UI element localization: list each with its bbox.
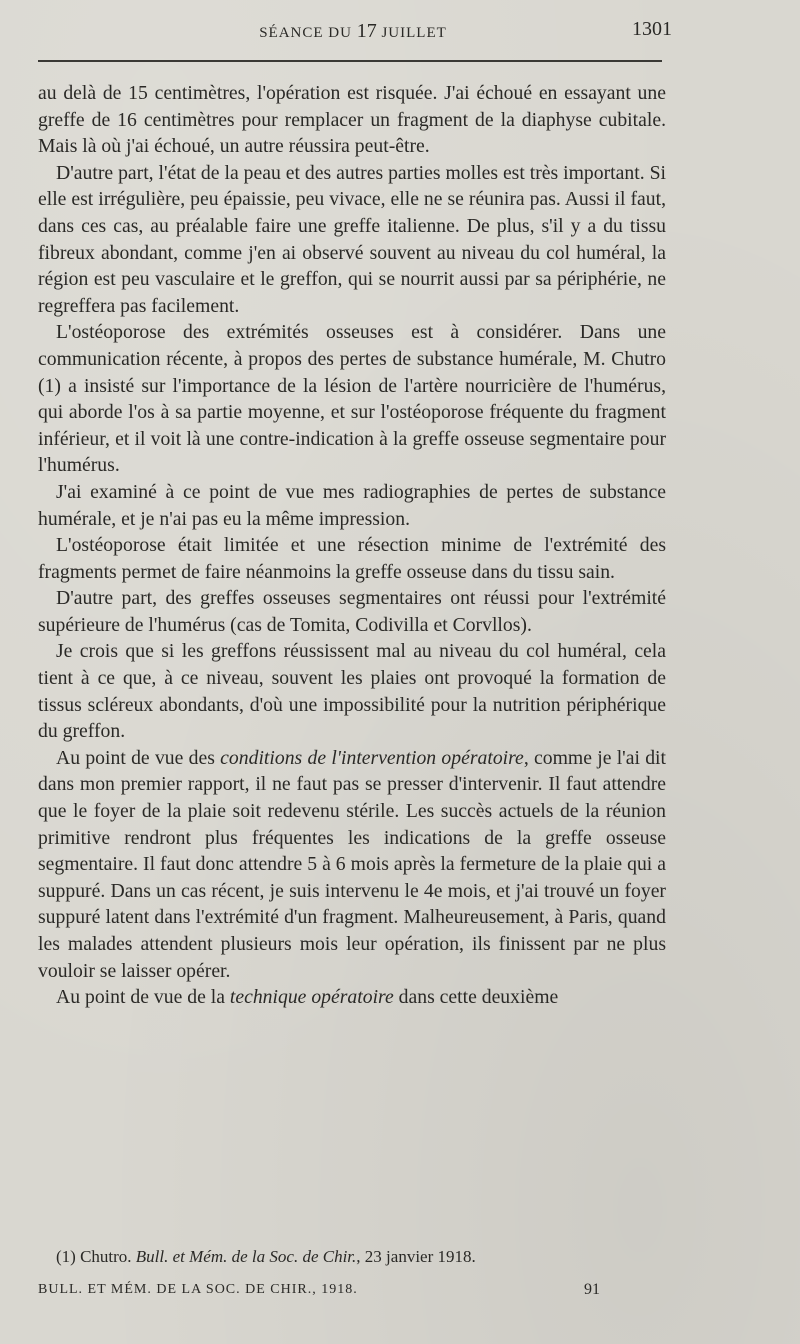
page-footer: [38, 1282, 600, 1298]
paragraph-9-rest: dans cette deuxième: [393, 986, 559, 1009]
paragraph-9-lead: Au point de vue de la: [56, 986, 230, 1009]
paragraph-9-italic: technique opératoire: [229, 986, 394, 1009]
signature-mark: 91: [584, 1281, 600, 1298]
page-number: 1301: [632, 18, 672, 40]
title-prefix: SÉANCE DU: [259, 25, 357, 41]
paragraph-2: D'autre part, l'état de la peau et des autres parties molles est très important. Si elle est irrégulière, peu épaissie, peu vivace, elle ne se réunira pas. Aussi il faut, dans ces cas, au préalable faire une greffe italienne. De plus, s'il y a du tissu fibreux abondant, comme j'en ai observé souvent au niveau du col huméral, la région est peu vasculaire et le greffon, qui se nourrit aussi par sa périphérie, ne regreffera pas facilement.: [38, 161, 666, 317]
running-header: [38, 18, 672, 44]
paragraph-1: au delà de 15 centimètres, l'opération est risquée. J'ai échoué en essayant une greffe de 16 centimètres pour remplacer un fragment de la diaphyse cubitale. Mais là où j'ai échoué, un autre réussira peut-être.: [38, 82, 666, 158]
paragraph-8: [38, 745, 666, 984]
paragraph-5: L'ostéoporose était limitée et une résection minime de l'extrémité des fragments permet de faire néanmoins la greffe osseuse dans du tissu sain.: [38, 534, 666, 583]
paragraph-9: [38, 984, 666, 1011]
footnote-journal: Bull. et Mém. de la Soc. de Chir.: [135, 1247, 357, 1266]
footnote-lead: (1) Chutro.: [56, 1247, 136, 1266]
paragraph-8-italic: conditions de l'intervention opératoire: [220, 746, 524, 769]
paragraph-4: J'ai examiné à ce point de vue mes radiographies de pertes de substance humérale, et je n'ai pas eu la même impression.: [38, 480, 666, 530]
footnote-date: , 23 janvier 1918.: [356, 1247, 476, 1266]
paragraph-7: Je crois que si les greffons réussissent mal au niveau du col huméral, cela tient à ce que, à ce niveau, souvent les plaies ont provoqué la formation de tissus scléreux abondants, d'où une impossibilité pour la nutrition périphérique du greffon.: [38, 640, 666, 743]
footer-citation: BULL. ET MÉM. DE LA SOC. DE CHIR., 1918.: [38, 1282, 358, 1297]
title-suffix: JUILLET: [376, 25, 447, 41]
header-rule: [38, 60, 662, 62]
title-day: 17: [356, 20, 377, 42]
paragraph-6: D'autre part, des greffes osseuses segmentaires ont réussi pour l'extrémité supérieure de l'humérus (cas de Tomita, Codivilla et Corvllos).: [38, 587, 666, 636]
body-text: [38, 80, 666, 1011]
paragraph-8-lead: Au point de vue des: [56, 746, 221, 769]
footnote: [56, 1246, 476, 1268]
paragraph-8-rest: , comme je l'ai dit dans mon premier rapport, il ne faut pas se presser d'intervenir. Il faut attendre que le foyer de la plaie soit redevenu stérile. Les succès actuels de la réunion primitive rendront plus fréquentes les indications de la greffe osseuse segmentaire. Il faut donc attendre 5 à 6 mois après la fermeture de la plaie qui a suppuré. Dans un cas récent, je suis intervenu le 4e mois, et j'ai trouvé un foyer suppuré latent dans l'extrémité d'un fragment. Malheureusement, à Paris, quand les malades attendent plusieurs mois leur opération, ils finissent par ne plus vouloir se laisser opérer.: [38, 746, 666, 982]
session-title: [38, 20, 668, 43]
paragraph-3: L'ostéoporose des extrémités osseuses est à considérer. Dans une communication récente, à propos des pertes de substance humérale, M. Chutro (1) a insisté sur l'importance de la lésion de l'artère nourricière de l'humérus, qui aborde l'os à sa partie moyenne, et sur l'ostéoporose fréquente du fragment inférieur, et il voit là une contre-indication à la greffe osseuse segmentaire pour l'humérus.: [38, 321, 666, 477]
